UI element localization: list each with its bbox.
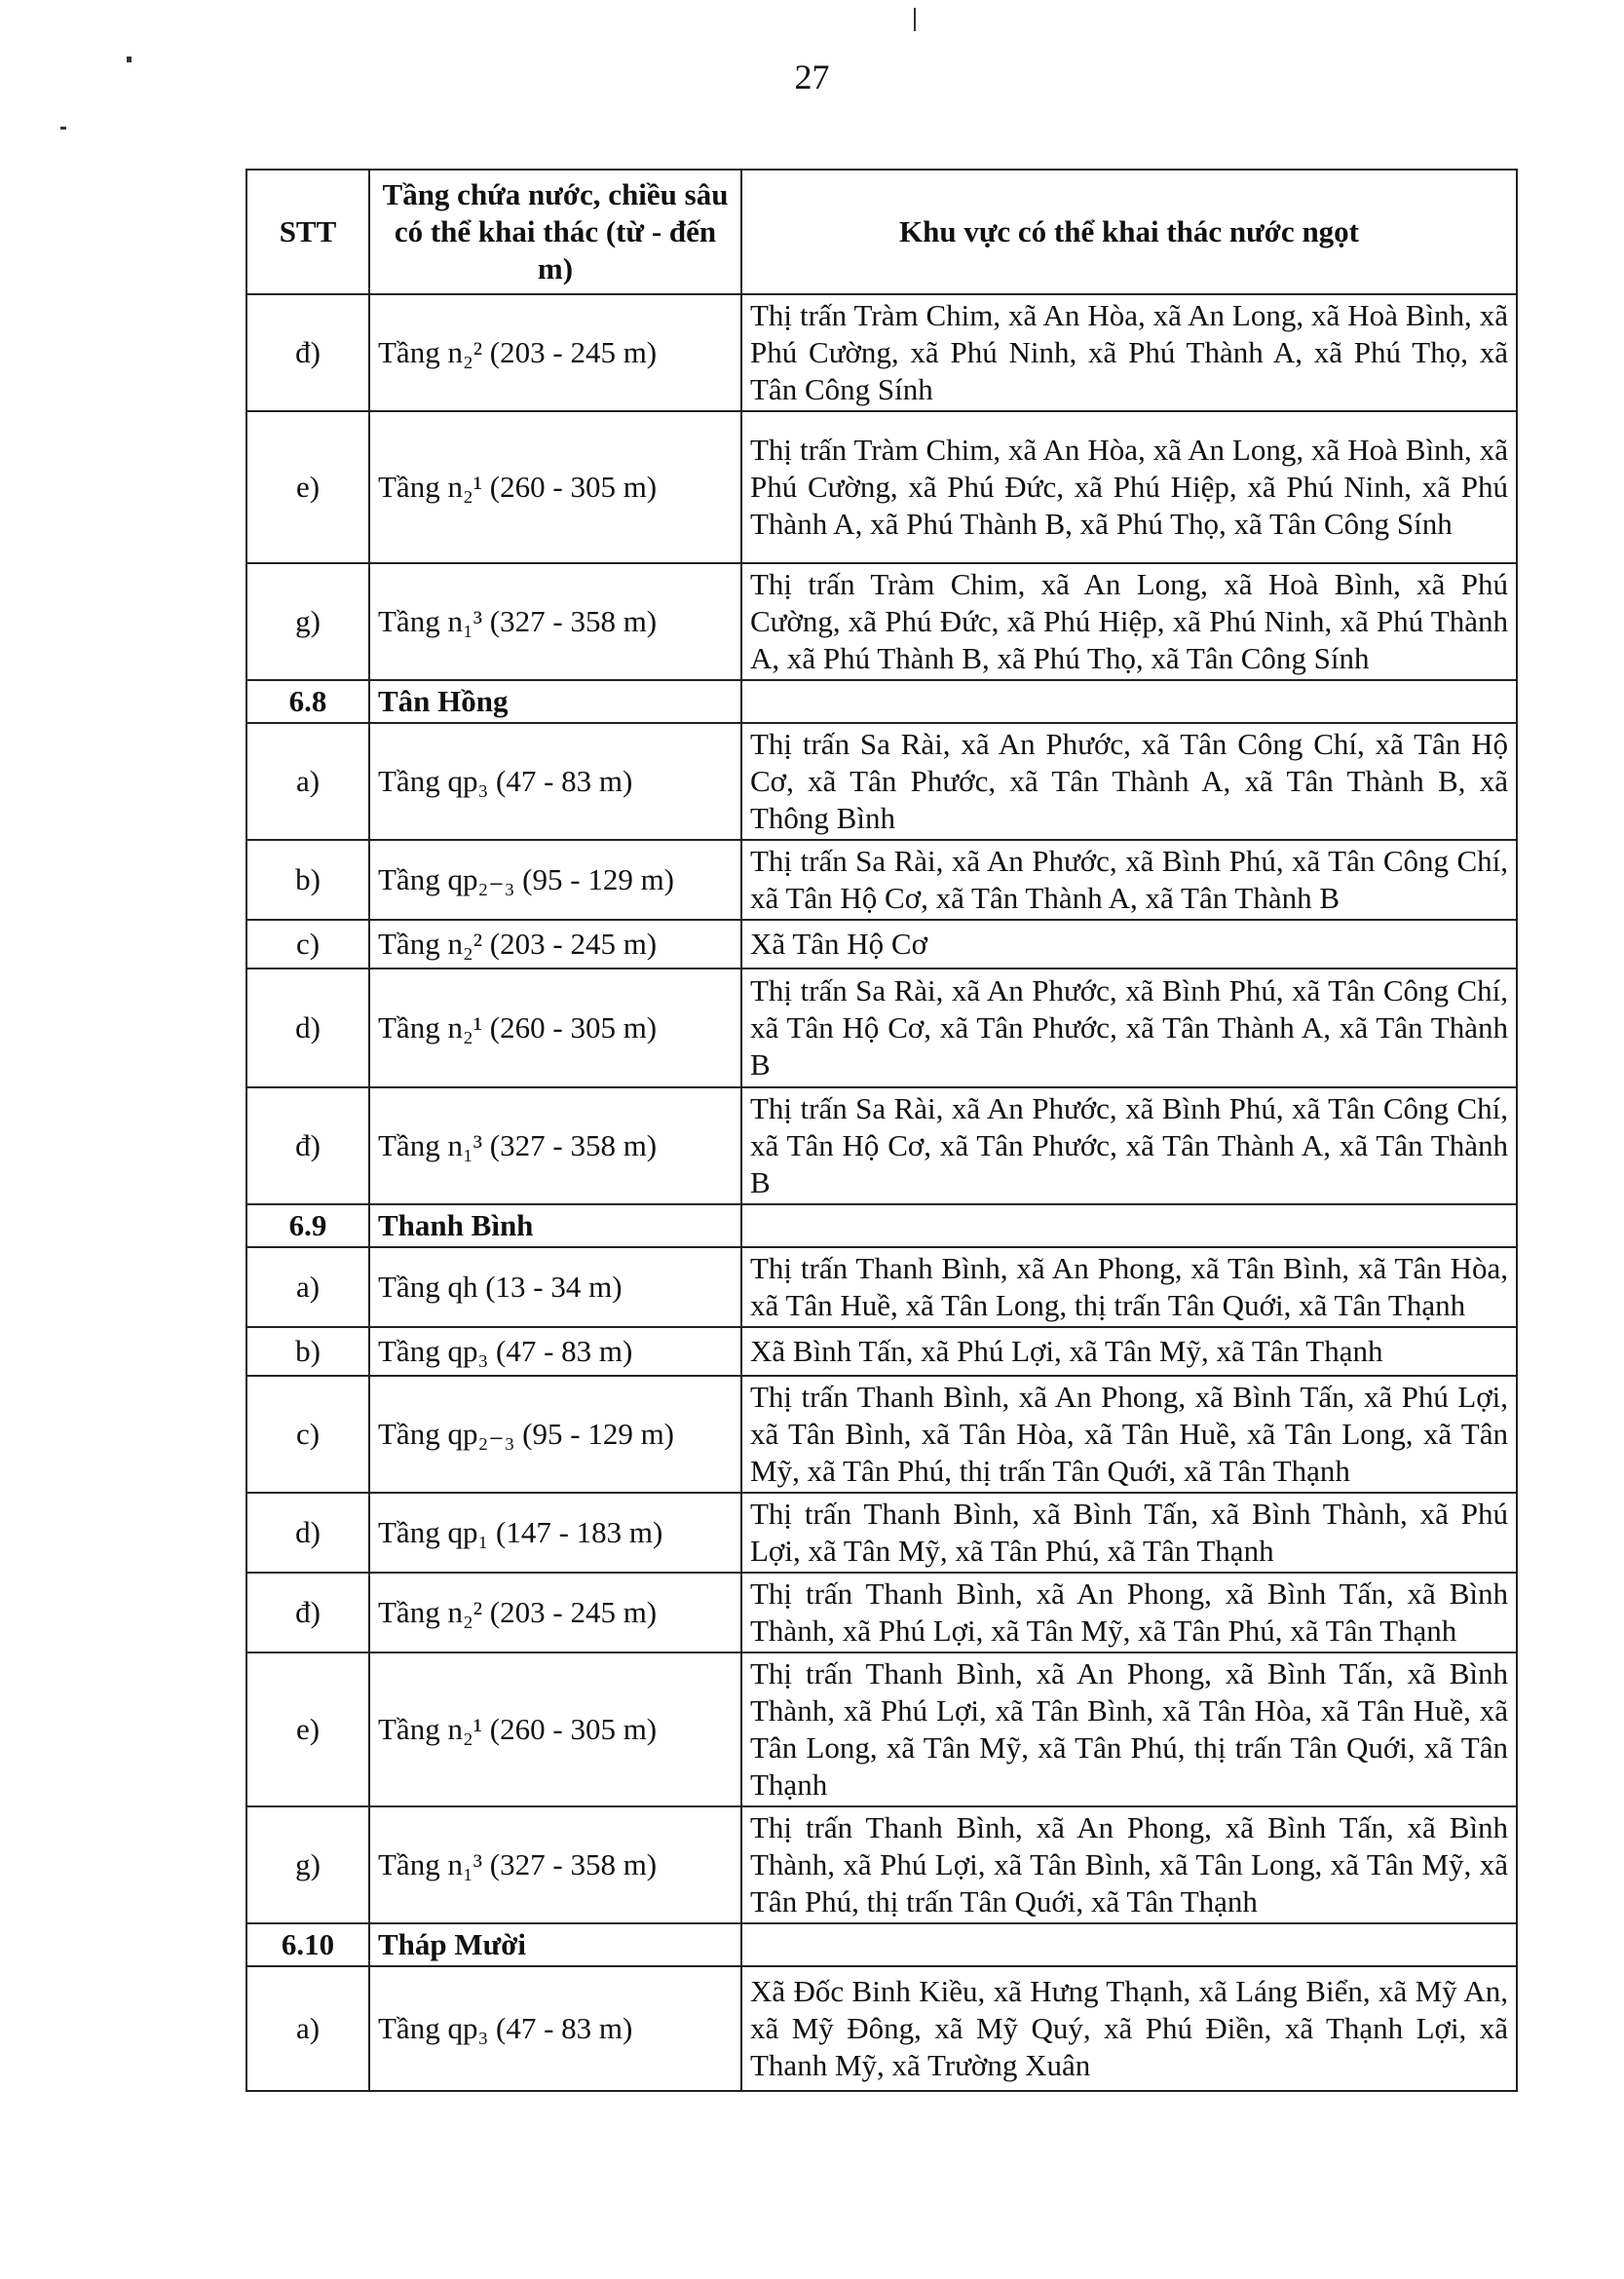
stt-cell: đ) [246, 1573, 369, 1652]
header-aquifer: Tầng chứa nước, chiều sâu có thể khai thác (từ - đến m) [369, 170, 741, 294]
extraction-area-cell: Thị trấn Thanh Bình, xã An Phong, xã Bình Tấn, xã Bình Thành, xã Phú Lợi, xã Tân Mỹ, xã Tân Phú, xã Tân Thạnh [741, 1573, 1517, 1652]
stt-cell: a) [246, 1966, 369, 2091]
table-row [246, 294, 1517, 411]
stt-cell: c) [246, 1376, 369, 1493]
stt-cell: d) [246, 969, 369, 1087]
aquifer-layer-cell: Tầng n₂¹ (260 - 305 m) [369, 411, 741, 563]
district-name-cell: Tháp Mười [369, 1923, 741, 1966]
aquifer-layer-cell: Tầng qp₂₋₃ (95 - 129 m) [369, 1376, 741, 1493]
scan-speck [127, 57, 132, 62]
aquifer-layer-cell: Tầng n₂² (203 - 245 m) [369, 920, 741, 969]
aquifer-table [245, 169, 1518, 2092]
extraction-area-cell: Thị trấn Sa Rài, xã An Phước, xã Tân Công Chí, xã Tân Hộ Cơ, xã Tân Phước, xã Tân Thành A, xã Tân Thành B, xã Thông Bình [741, 723, 1517, 840]
page-number: 27 [794, 57, 830, 96]
extraction-area-cell [741, 680, 1517, 723]
aquifer-layer-cell: Tầng qp₃ (47 - 83 m) [369, 723, 741, 840]
table-row [246, 1376, 1517, 1493]
stt-cell: 6.9 [246, 1204, 369, 1247]
table-row [246, 1493, 1517, 1573]
table-row [246, 840, 1517, 920]
extraction-area-cell: Thị trấn Thanh Bình, xã An Phong, xã Bình Tấn, xã Phú Lợi, xã Tân Bình, xã Tân Hòa, xã Tân Huề, xã Tân Long, xã Tân Mỹ, xã Tân Phú, thị trấn Tân Quới, xã Tân Thạnh [741, 1376, 1517, 1493]
table-row [246, 411, 1517, 563]
aquifer-layer-cell: Tầng qp₁ (147 - 183 m) [369, 1493, 741, 1573]
extraction-area-cell: Xã Bình Tấn, xã Phú Lợi, xã Tân Mỹ, xã Tân Thạnh [741, 1327, 1517, 1376]
table-row [246, 920, 1517, 969]
stt-cell: g) [246, 1806, 369, 1923]
table-row [246, 1806, 1517, 1923]
table-row [246, 969, 1517, 1087]
aquifer-layer-cell: Tầng n₂² (203 - 245 m) [369, 1573, 741, 1652]
aquifer-layer-cell: Tầng n₁³ (327 - 358 m) [369, 1806, 741, 1923]
stt-cell: c) [246, 920, 369, 969]
table-row [246, 1573, 1517, 1652]
district-name-cell: Thanh Bình [369, 1204, 741, 1247]
table-row [246, 1327, 1517, 1376]
group-row [246, 1204, 1517, 1247]
extraction-area-cell: Xã Tân Hộ Cơ [741, 920, 1517, 969]
aquifer-layer-cell: Tầng n₁³ (327 - 358 m) [369, 563, 741, 680]
extraction-area-cell: Thị trấn Tràm Chim, xã An Hòa, xã An Long, xã Hoà Bình, xã Phú Cường, xã Phú Ninh, xã Phú Thành A, xã Phú Thọ, xã Tân Công Sính [741, 294, 1517, 411]
extraction-area-cell [741, 1923, 1517, 1966]
table-row [246, 1966, 1517, 2091]
stt-cell: 6.8 [246, 680, 369, 723]
header-area: Khu vực có thể khai thác nước ngọt [741, 170, 1517, 294]
aquifer-layer-cell: Tầng qh (13 - 34 m) [369, 1247, 741, 1327]
extraction-area-cell: Thị trấn Tràm Chim, xã An Long, xã Hoà Bình, xã Phú Cường, xã Phú Đức, xã Phú Hiệp, xã Phú Ninh, xã Phú Thành A, xã Phú Thành B, xã Phú Thọ, xã Tân Công Sính [741, 563, 1517, 680]
stt-cell: g) [246, 563, 369, 680]
stt-cell: a) [246, 1247, 369, 1327]
extraction-area-cell: Thị trấn Thanh Bình, xã An Phong, xã Bình Tấn, xã Bình Thành, xã Phú Lợi, xã Tân Bình, xã Tân Hòa, xã Tân Huề, xã Tân Long, xã Tân Mỹ, xã Tân Phú, thị trấn Tân Quới, xã Tân Thạnh [741, 1652, 1517, 1806]
extraction-area-cell: Xã Đốc Binh Kiều, xã Hưng Thạnh, xã Láng Biển, xã Mỹ An, xã Mỹ Đông, xã Mỹ Quý, xã Phú Điền, xã Thạnh Lợi, xã Thanh Mỹ, xã Trường Xuân [741, 1966, 1517, 2091]
aquifer-layer-cell: Tầng qp₃ (47 - 83 m) [369, 1966, 741, 2091]
extraction-area-cell: Thị trấn Thanh Bình, xã Bình Tấn, xã Bình Thành, xã Phú Lợi, xã Tân Mỹ, xã Tân Phú, xã Tân Thạnh [741, 1493, 1517, 1573]
extraction-area-cell: Thị trấn Thanh Bình, xã An Phong, xã Bình Tấn, xã Bình Thành, xã Phú Lợi, xã Tân Bình, xã Tân Long, xã Tân Mỹ, xã Tân Phú, thị trấn Tân Quới, xã Tân Thạnh [741, 1806, 1517, 1923]
extraction-area-cell: Thị trấn Sa Rài, xã An Phước, xã Bình Phú, xã Tân Công Chí, xã Tân Hộ Cơ, xã Tân Phước, xã Tân Thành A, xã Tân Thành B [741, 969, 1517, 1087]
table-header-row [246, 170, 1517, 294]
extraction-area-cell: Thị trấn Thanh Bình, xã An Phong, xã Tân Bình, xã Tân Hòa, xã Tân Huề, xã Tân Long, thị trấn Tân Quới, xã Tân Thạnh [741, 1247, 1517, 1327]
stt-cell: b) [246, 1327, 369, 1376]
stt-cell: a) [246, 723, 369, 840]
group-row [246, 1923, 1517, 1966]
stt-cell: e) [246, 1652, 369, 1806]
district-name-cell: Tân Hồng [369, 680, 741, 723]
table-row [246, 1247, 1517, 1327]
scan-speck [914, 8, 916, 31]
table-row [246, 1087, 1517, 1204]
table-row [246, 563, 1517, 680]
stt-cell: b) [246, 840, 369, 920]
aquifer-layer-cell: Tầng n₂² (203 - 245 m) [369, 294, 741, 411]
extraction-area-cell: Thị trấn Sa Rài, xã An Phước, xã Bình Phú, xã Tân Công Chí, xã Tân Hộ Cơ, xã Tân Phước, xã Tân Thành A, xã Tân Thành B [741, 1087, 1517, 1204]
scan-speck [60, 127, 66, 130]
stt-cell: đ) [246, 1087, 369, 1204]
aquifer-layer-cell: Tầng qp₃ (47 - 83 m) [369, 1327, 741, 1376]
stt-cell: d) [246, 1493, 369, 1573]
table-row [246, 1652, 1517, 1806]
stt-cell: 6.10 [246, 1923, 369, 1966]
aquifer-layer-cell: Tầng n₂¹ (260 - 305 m) [369, 1652, 741, 1806]
extraction-area-cell [741, 1204, 1517, 1247]
aquifer-layer-cell: Tầng n₂¹ (260 - 305 m) [369, 969, 741, 1087]
aquifer-layer-cell: Tầng n₁³ (327 - 358 m) [369, 1087, 741, 1204]
extraction-area-cell: Thị trấn Tràm Chim, xã An Hòa, xã An Long, xã Hoà Bình, xã Phú Cường, xã Phú Đức, xã Phú Hiệp, xã Phú Ninh, xã Phú Thành A, xã Phú Thành B, xã Phú Thọ, xã Tân Công Sính [741, 411, 1517, 563]
aquifer-layer-cell: Tầng qp₂₋₃ (95 - 129 m) [369, 840, 741, 920]
group-row [246, 680, 1517, 723]
stt-cell: đ) [246, 294, 369, 411]
header-stt: STT [246, 170, 369, 294]
extraction-area-cell: Thị trấn Sa Rài, xã An Phước, xã Bình Phú, xã Tân Công Chí, xã Tân Hộ Cơ, xã Tân Thành A, xã Tân Thành B [741, 840, 1517, 920]
table-row [246, 723, 1517, 840]
stt-cell: e) [246, 411, 369, 563]
